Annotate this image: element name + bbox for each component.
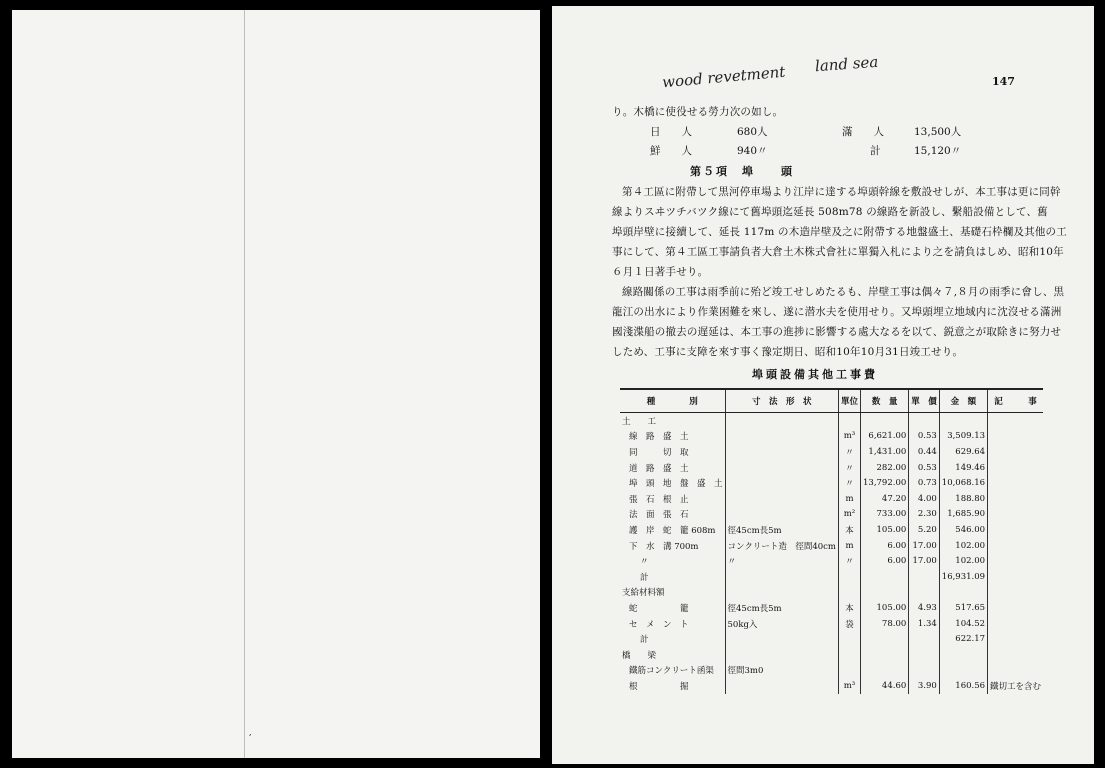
table-cell-unit-price (909, 569, 940, 585)
labor-label: 滿 人 (842, 126, 884, 138)
table-cell-amount: 622.17 (939, 631, 987, 647)
table-cell-item: 橋 梁 (622, 650, 657, 661)
table-cell-note (988, 429, 1044, 445)
column-header: 寸 法 形 状 (725, 389, 838, 413)
table-cell-dimension: 徑間3m0 (725, 663, 838, 679)
table-cell-unit-price: 2.30 (909, 507, 940, 523)
table-cell-dimension (725, 647, 838, 663)
table-cell-amount: 10,068.16 (939, 475, 987, 491)
paragraph-line: ６月１日著手せり。 (612, 266, 709, 278)
text-line: り。木橋に使役せる勞力次の如し。 (612, 106, 784, 118)
table-cell-amount: 149.46 (939, 460, 987, 476)
table-cell-dimension (725, 569, 838, 585)
table-cell-unit: 〃 (838, 460, 860, 476)
table-cell-dimension: コンクリート造 徑間40cm (725, 538, 838, 554)
table-cell-unit (838, 585, 860, 601)
table-cell-dimension (725, 429, 838, 445)
table-cell-amount (939, 413, 987, 429)
table-cell-amount (939, 585, 987, 601)
table-cell-unit-price: 0.73 (909, 475, 940, 491)
table-row (620, 600, 1043, 616)
table-row (620, 553, 1043, 569)
table-cell-dimension (725, 678, 838, 694)
table-body (620, 413, 1043, 694)
right-page (552, 6, 1094, 764)
paragraph-line: 線よりスヰツチバツク線にて舊埠頭迄延長 508m78 の線路を新設し、繫船設備として、舊 (612, 206, 1048, 218)
table-cell-unit: m² (838, 507, 860, 523)
table-cell-unit-price (909, 413, 940, 429)
table-cell-item: 護 岸 蛇 籠 608m (629, 525, 716, 536)
table-cell-unit (838, 631, 860, 647)
table-cell-item: 法 面 張 石 (629, 510, 689, 521)
table-cell-amount: 102.00 (939, 553, 987, 569)
table-cell-item: 根 掘 (629, 681, 689, 692)
table-cell-amount: 188.80 (939, 491, 987, 507)
table-cell-unit-price: 4.93 (909, 600, 940, 616)
table-cell-item: 計 (640, 572, 649, 583)
table-row (620, 663, 1043, 679)
table-cell-amount: 160.56 (939, 678, 987, 694)
table-row (620, 631, 1043, 647)
table-cell-amount: 629.64 (939, 444, 987, 460)
table-row (620, 569, 1043, 585)
table-cell-unit-price: 17.00 (909, 538, 940, 554)
table-cell-unit: m³ (838, 678, 860, 694)
table-cell-unit-price (909, 647, 940, 663)
table-cell-quantity (861, 413, 909, 429)
handwritten-note: wood revetment (661, 62, 787, 92)
paragraph-line: 第４工區に附帶して黒河停車場より江岸に達する埠頭幹線を敷設せしが、本工事は更に同幹 (622, 186, 1061, 198)
table-cell-unit: 〃 (838, 475, 860, 491)
table-row (620, 491, 1043, 507)
table-cell-item: 同 切 取 (629, 447, 689, 458)
table-cell-amount: 1,685.90 (939, 507, 987, 523)
table-cell-quantity (861, 663, 909, 679)
table-cell-note (988, 460, 1044, 476)
table-cell-quantity (861, 647, 909, 663)
table-cell-unit (838, 663, 860, 679)
handwritten-note: land sea (814, 52, 879, 76)
table-cell-note (988, 413, 1044, 429)
table-cell-note (988, 585, 1044, 601)
table-cell-item: 土 工 (622, 416, 657, 427)
table-cell-unit-price: 4.00 (909, 491, 940, 507)
paragraph-line: 線路關係の工事は雨季前に殆ど竣工せしめたるも、岸壁工事は偶々７,８月の雨季に會し、黒 (622, 286, 1065, 298)
table-cell-quantity: 1,431.00 (861, 444, 909, 460)
table-cell-unit: 本 (838, 522, 860, 538)
table-cell-note (988, 507, 1044, 523)
table-cell-unit-price: 5.20 (909, 522, 940, 538)
column-header: 数 量 (861, 389, 909, 413)
section-title: 第５項 埠 頭 (690, 165, 794, 178)
table-cell-dimension (725, 460, 838, 476)
table-row (620, 444, 1043, 460)
table-cell-dimension: 50kg入 (725, 616, 838, 632)
page-number: 147 (992, 75, 1015, 88)
table-cell-amount: 546.00 (939, 522, 987, 538)
paragraph-line: 事にして、第４工區工事請負者大倉土木株式會社に單獨入札により之を請負はしめ、昭和10年 (612, 246, 1064, 258)
table-cell-unit: m³ (838, 429, 860, 445)
labor-value: 13,500人 (914, 126, 962, 138)
page-mark: , (249, 728, 252, 737)
table-row (620, 475, 1043, 491)
table-cell-amount: 16,931.09 (939, 569, 987, 585)
table-cell-dimension (725, 413, 838, 429)
table-row (620, 585, 1043, 601)
table-cell-unit-price: 17.00 (909, 553, 940, 569)
paragraph-line: 埠頭岸壁に接續して、延長 117m の木造岸壁及之に附帶する地盤盛土、基礎石枠欄及其他の工 (612, 226, 1067, 238)
table-row (620, 616, 1043, 632)
table-cell-note (988, 491, 1044, 507)
table-row (620, 678, 1043, 694)
labor-label: 日 人 (650, 126, 692, 138)
table-cell-dimension (725, 631, 838, 647)
table-cell-unit-price (909, 585, 940, 601)
column-header: 種 別 (620, 389, 725, 413)
table-header-row (620, 389, 1043, 413)
table-row (620, 647, 1043, 663)
table-cell-unit: 本 (838, 600, 860, 616)
table-cell-item: 〃 (640, 557, 649, 568)
table-row (620, 522, 1043, 538)
table-cell-unit: m (838, 538, 860, 554)
table-cell-quantity: 733.00 (861, 507, 909, 523)
table-cell-unit: 〃 (838, 553, 860, 569)
paragraph-line: 龍江の出水により作業困難を來し、遂に潜水夫を使用せり。又埠頭埋立地域内に沈沒せる滿洲 (612, 306, 1062, 318)
table-row (620, 538, 1043, 554)
table-cell-amount (939, 663, 987, 679)
table-cell-note (988, 553, 1044, 569)
table-cell-quantity: 105.00 (861, 600, 909, 616)
table-row (620, 507, 1043, 523)
table-cell-unit: 袋 (838, 616, 860, 632)
table-row (620, 460, 1043, 476)
table-cell-note (988, 663, 1044, 679)
table-cell-item: セ メ ン ト (629, 619, 689, 630)
labor-value: 940〃 (737, 145, 768, 157)
table-cell-unit-price: 0.53 (909, 460, 940, 476)
table-cell-item: 計 (640, 635, 649, 646)
labor-label: 鮮 人 (650, 145, 692, 157)
table-cell-unit (838, 569, 860, 585)
labor-value: 15,120〃 (914, 145, 962, 157)
table-cell-unit: m (838, 491, 860, 507)
column-header: 單位 (838, 389, 860, 413)
table-cell-quantity: 6,621.00 (861, 429, 909, 445)
column-header: 單 價 (909, 389, 940, 413)
table-cell-quantity: 44.60 (861, 678, 909, 694)
table-cell-amount: 517.65 (939, 600, 987, 616)
table-row (620, 429, 1043, 445)
paragraph-line: 國淺渫船の撤去の遅延は、本工事の進捗に影響する處大なるを以て、鋭意之が取除きに努力せ (612, 326, 1062, 338)
table-cell-dimension (725, 444, 838, 460)
table-cell-unit-price: 0.44 (909, 444, 940, 460)
table-cell-unit-price: 1.34 (909, 616, 940, 632)
table-cell-unit (838, 413, 860, 429)
table-cell-item: 道 路 盛 土 (629, 463, 689, 474)
table-cell-amount: 3,509.13 (939, 429, 987, 445)
table-cell-unit-price (909, 663, 940, 679)
table-cell-note: 鐵切工を含む (988, 678, 1044, 694)
table-cell-item: 線 路 盛 土 (629, 432, 689, 443)
table-cell-quantity: 282.00 (861, 460, 909, 476)
labor-value: 680人 (737, 126, 768, 138)
paragraph-line: しため、工事に支障を來す事く豫定期日、昭和10年10月31日竣工せり。 (612, 346, 964, 358)
table-cell-item: 鐵筋コンクリート函渠 (629, 666, 714, 677)
table-cell-amount: 104.52 (939, 616, 987, 632)
table-cell-quantity: 13,792.00 (861, 475, 909, 491)
table-cell-item: 下 水 溝 700m (629, 541, 699, 552)
table-cell-unit (838, 647, 860, 663)
left-page (12, 10, 540, 758)
table-cell-note (988, 647, 1044, 663)
table-cell-quantity: 105.00 (861, 522, 909, 538)
table-cell-quantity (861, 569, 909, 585)
table-cell-item: 蛇 籠 (629, 603, 689, 614)
table-cell-item: 埠 頭 地 盤 盛 土 (629, 479, 723, 490)
table-cell-item: 支給材料額 (622, 588, 665, 599)
table-cell-quantity (861, 585, 909, 601)
table-cell-note (988, 444, 1044, 460)
column-header: 金 額 (939, 389, 987, 413)
table-cell-dimension (725, 585, 838, 601)
table-cell-quantity (861, 631, 909, 647)
table-cell-unit-price: 3.90 (909, 678, 940, 694)
table-cell-note (988, 569, 1044, 585)
table-cell-dimension: 〃 (725, 553, 838, 569)
table-cell-dimension (725, 491, 838, 507)
table-cell-unit: 〃 (838, 444, 860, 460)
table-cell-amount: 102.00 (939, 538, 987, 554)
table-cell-dimension: 徑45cm長5m (725, 600, 838, 616)
table-cell-dimension: 徑45cm長5m (725, 522, 838, 538)
page-fold-line (244, 10, 245, 758)
table-cell-note (988, 475, 1044, 491)
cost-table (620, 388, 1043, 694)
table-cell-dimension (725, 475, 838, 491)
table-cell-quantity: 6.00 (861, 538, 909, 554)
table-cell-note (988, 522, 1044, 538)
table-cell-dimension (725, 507, 838, 523)
table-cell-unit-price: 0.53 (909, 429, 940, 445)
table-cell-note (988, 631, 1044, 647)
table-cell-quantity: 6.00 (861, 553, 909, 569)
table-cell-item: 張 石 根 止 (629, 494, 689, 505)
table-cell-note (988, 616, 1044, 632)
table-cell-note (988, 538, 1044, 554)
table-cell-note (988, 600, 1044, 616)
column-header: 記 事 (988, 389, 1044, 413)
labor-label: 計 (870, 145, 881, 157)
table-cell-amount (939, 647, 987, 663)
table-cell-quantity: 47.20 (861, 491, 909, 507)
table-title: 埠頭設備其他工事費 (752, 368, 878, 381)
table-cell-unit-price (909, 631, 940, 647)
table-row (620, 413, 1043, 429)
table-cell-quantity: 78.00 (861, 616, 909, 632)
